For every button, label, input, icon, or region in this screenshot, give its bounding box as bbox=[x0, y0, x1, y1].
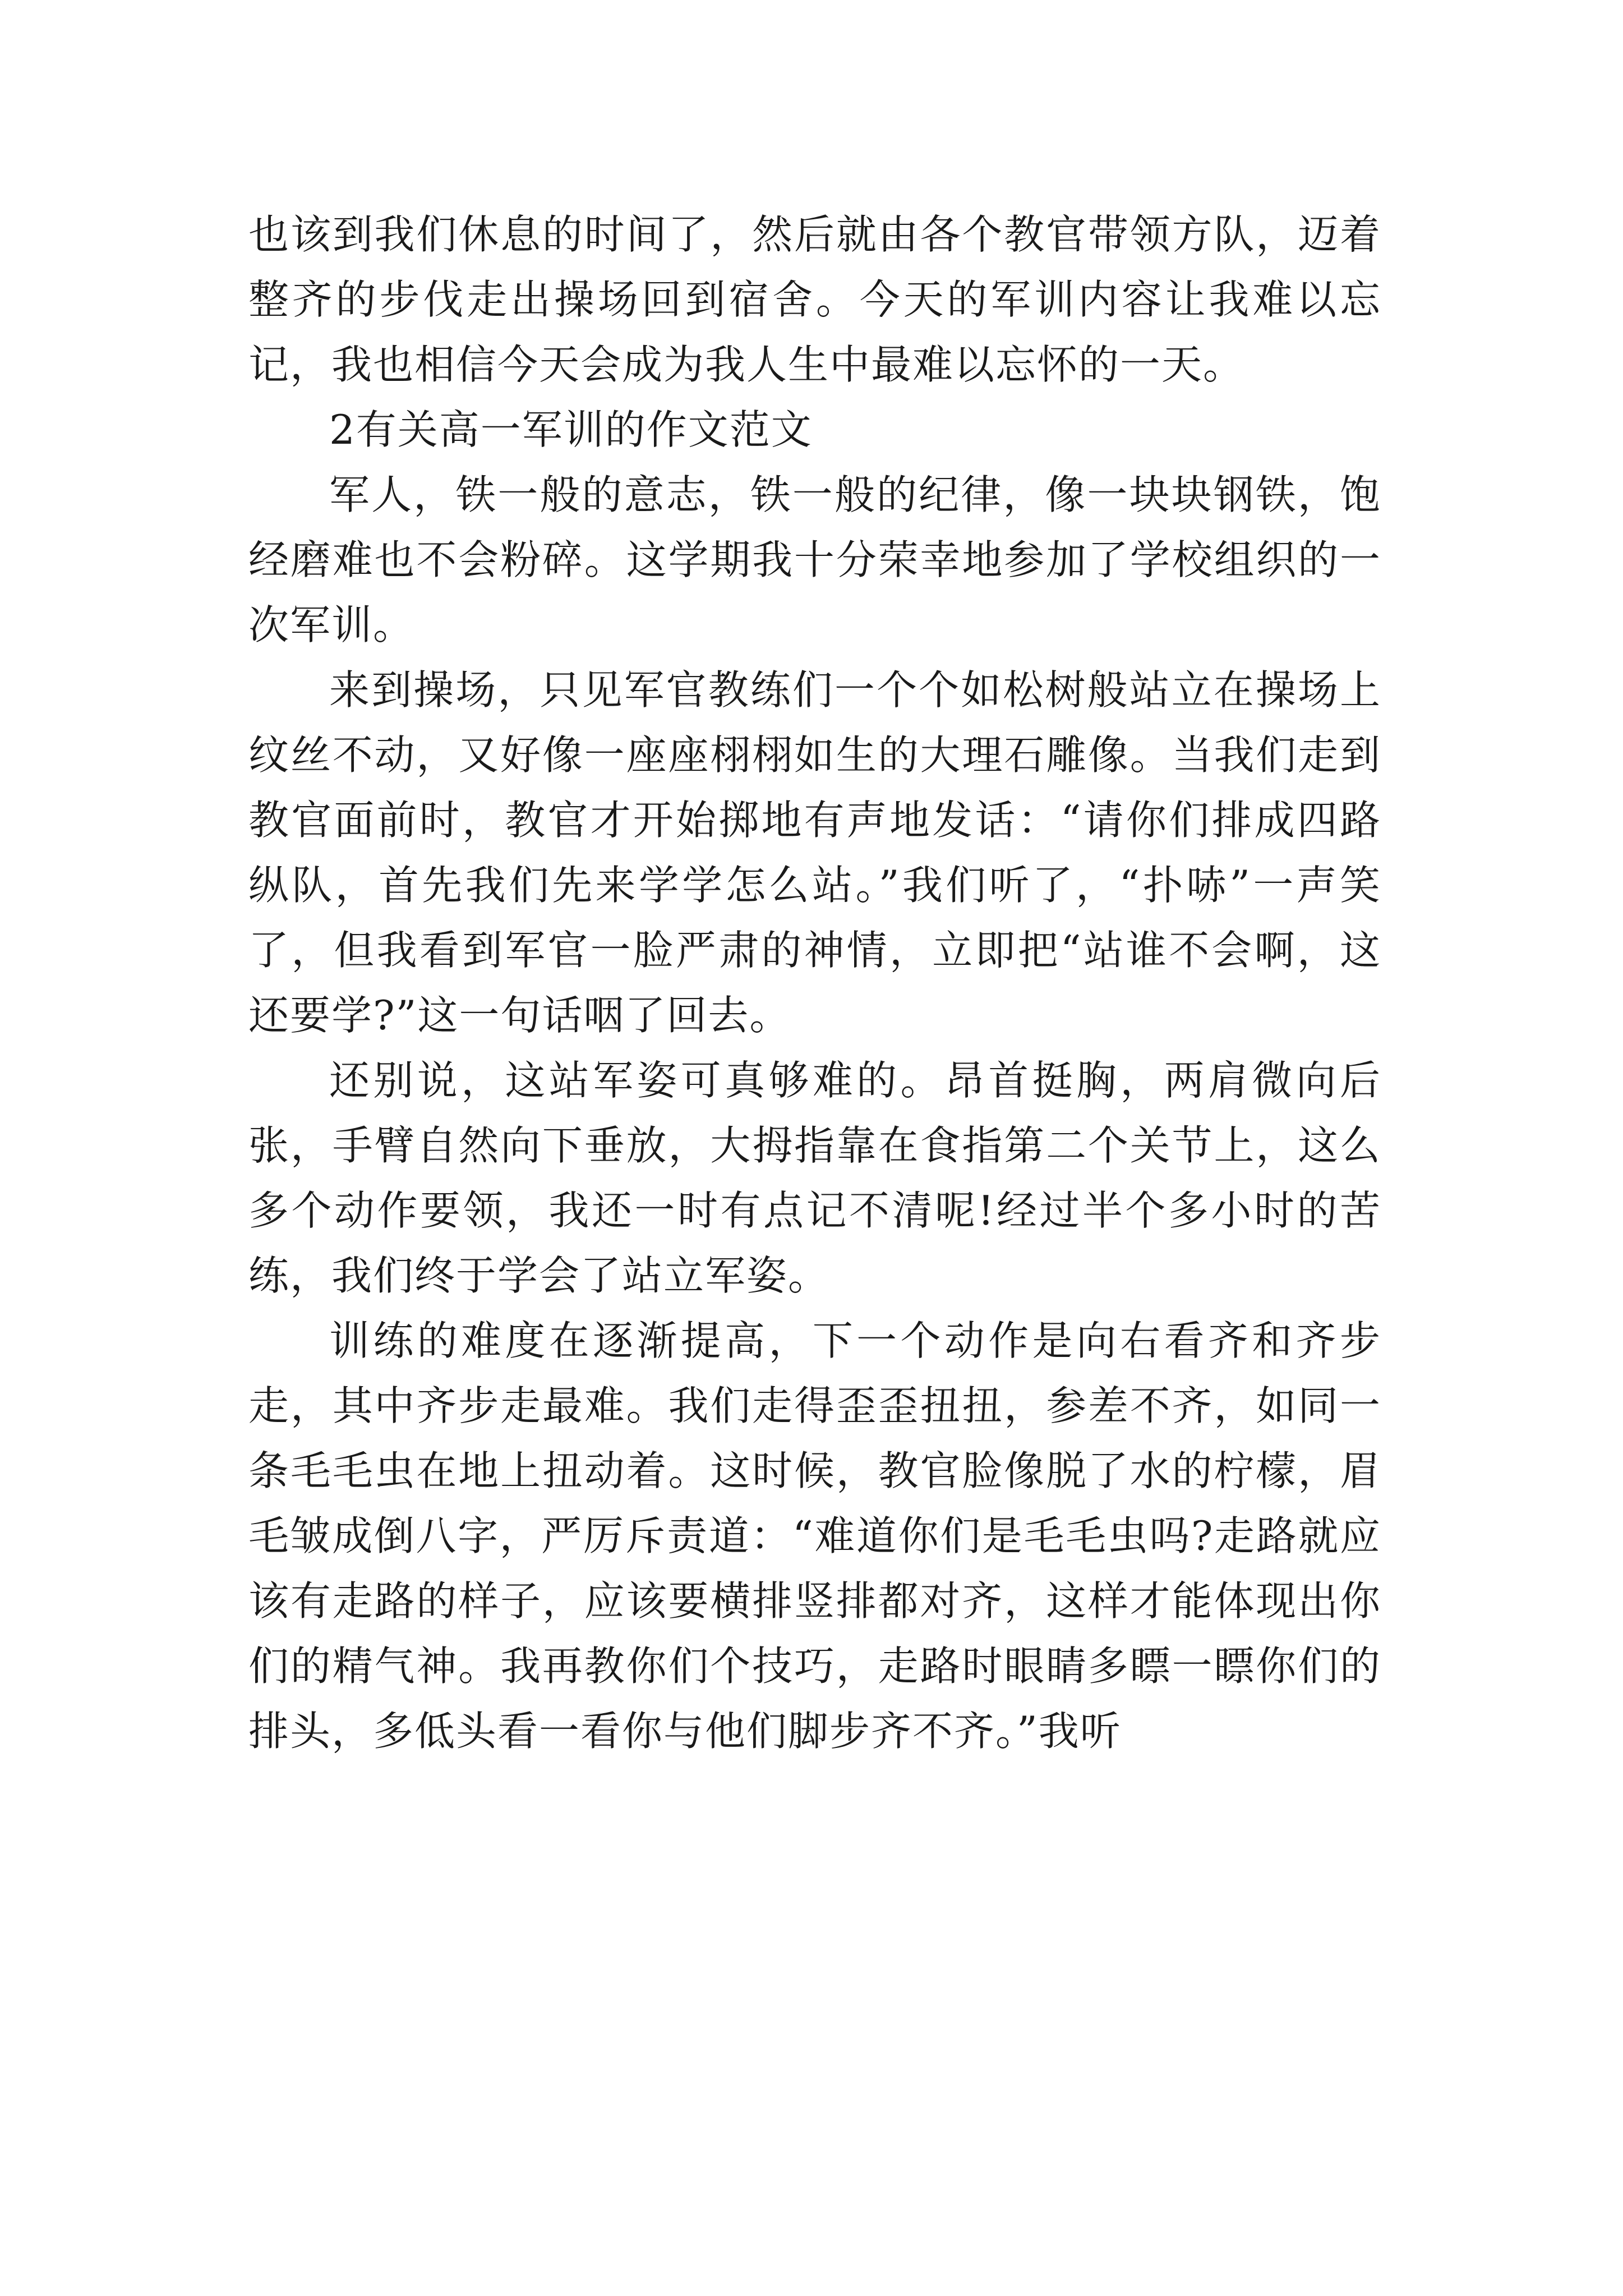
continuation-paragraph: 也该到我们休息的时间了，然后就由各个教官带领方队，迈着整齐的步伐走出操场回到宿舍。今天的军训内容让我难以忘记，我也相信今天会成为我人生中最难以忘怀的一天。 bbox=[248, 211, 1381, 388]
body-paragraph: 还别说，这站军姿可真够难的。昂首挺胸，两肩微向后张，手臂自然向下垂放，大拇指靠在食指第二个关节上，这么多个动作要领，我还一时有点记不清呢!经过半个多小时的苦练，我们终于学会了站立军姿。 bbox=[248, 1057, 1381, 1299]
body-paragraph: 训练的难度在逐渐提高，下一个动作是向右看齐和齐步走，其中齐步走最难。我们走得歪歪扭扭，参差不齐，如同一条毛毛虫在地上扭动着。这时候，教官脸像脱了水的柠檬，眉毛皱成倒八字，严厉斥责道：“难道你们是毛毛虫吗?走路就应该有走路的样子，应该要横排竖排都对齐，这样才能体现出你们的精气神。我再教你们个技巧，走路时眼睛多瞟一瞟你们的排头，多低头看一看你与他们脚步齐不齐。”我听 bbox=[248, 1317, 1381, 1755]
body-paragraph: 来到操场，只见军官教练们一个个如松树般站立在操场上纹丝不动，又好像一座座栩栩如生的大理石雕像。当我们走到教官面前时，教官才开始掷地有声地发话：“请你们排成四路纵队，首先我们先来学学怎么站。”我们听了，“扑哧”一声笑了，但我看到军官一脸严肃的神情，立即把“站谁不会啊，这还要学?”这一句话咽了回去。 bbox=[248, 666, 1381, 1039]
body-paragraph: 军人，铁一般的意志，铁一般的纪律，像一块块钢铁，饱经磨难也不会粉碎。这学期我十分荣幸地参加了学校组织的一次军训。 bbox=[248, 471, 1381, 648]
document-body bbox=[248, 202, 1381, 1764]
section-heading: 2有关高一军训的作文范文 bbox=[329, 406, 813, 453]
